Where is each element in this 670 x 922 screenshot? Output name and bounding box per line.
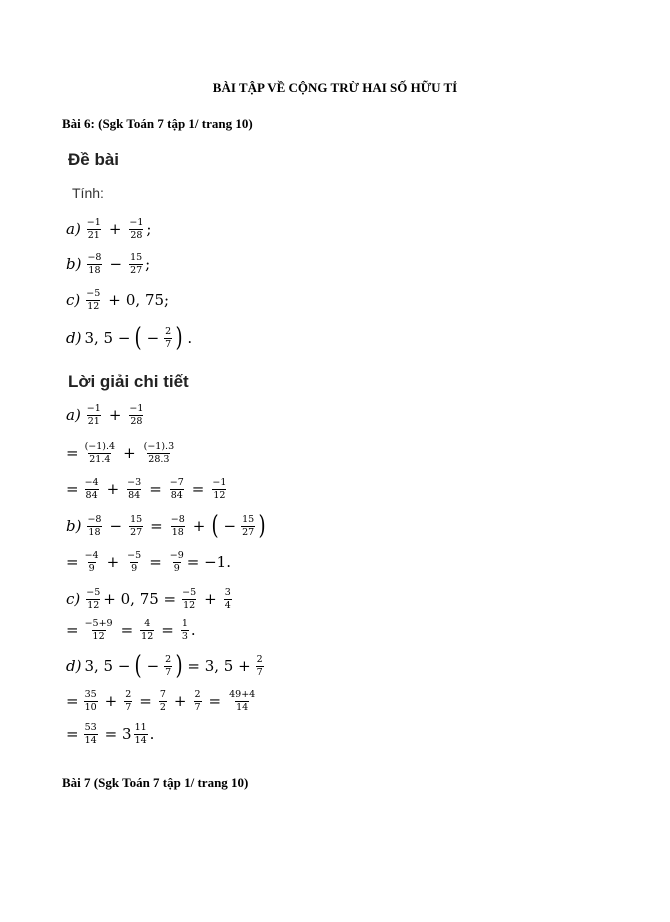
solution-c-line1 [66,582,234,616]
numerator: −8 [170,513,185,525]
numerator: −1 [86,402,101,414]
fraction [84,690,98,713]
fraction [164,327,172,350]
negative-sign: − [146,657,160,675]
fraction [128,218,144,241]
denominator: 18 [88,526,101,538]
fraction [241,515,255,538]
denominator: 12 [183,599,196,611]
numerator: 35 [84,688,97,700]
denominator: 9 [88,562,95,574]
numerator: −8 [87,513,102,525]
equals: = [149,480,162,498]
denominator: 9 [173,562,180,574]
numerator: 2 [194,688,201,700]
operator: + [108,406,122,424]
numerator: −5 [86,287,101,299]
expression-rest: 0, 75; [125,291,170,309]
fraction [256,655,264,678]
numerator: 15 [130,513,143,525]
page-title: BÀI TẬP VỀ CỘNG TRỪ HAI SỐ HỮU TỈ [212,80,458,95]
right-paren: ) [258,511,266,541]
fraction [128,404,144,427]
denominator: 10 [84,701,97,713]
denominator: 14 [84,734,97,746]
operator: + [106,480,120,498]
solution-d-line2 [66,684,258,718]
fraction [194,690,202,713]
numerator: −1 [86,216,101,228]
numerator: 2 [165,653,172,665]
numerator: 2 [165,325,172,337]
numerator: −1 [129,402,144,414]
numerator: −5 [86,586,101,598]
denominator: 21.4 [89,453,111,465]
compute-label: Tính: [72,185,104,201]
denominator: 14 [236,701,249,713]
punct: . [190,621,196,639]
numerator: 15 [130,251,143,263]
fraction [129,253,143,276]
solution-a-line3 [66,472,229,506]
denominator: 7 [256,666,263,678]
mixed-number-whole: = 3 [104,725,132,743]
operator: + [192,517,206,535]
fraction [86,515,102,538]
problem-b [66,247,153,281]
operator: − [109,255,123,273]
denominator: 7 [194,701,201,713]
numerator: 4 [144,617,151,629]
fraction [228,690,256,713]
label: b) [66,517,82,535]
exercise-7-heading: Bài 7 (Sgk Toán 7 tập 1/ trang 10) [62,775,249,790]
punct: ; [145,255,151,273]
denominator: 12 [141,630,154,642]
equals: = [208,692,222,710]
denominator: 9 [131,562,138,574]
numerator: 3 [224,586,231,598]
numerator: −7 [169,476,184,488]
fraction [126,551,142,574]
left-paren: ( [211,511,219,541]
numerator: 11 [134,721,147,733]
denominator: 28 [130,229,143,241]
equals: = [66,553,79,571]
fraction [159,690,167,713]
punct: . [187,329,193,347]
equals: = [139,692,152,710]
denominator: 12 [87,300,100,312]
denominator: 12 [92,630,105,642]
fraction [86,253,102,276]
solution-b-line2 [66,545,234,579]
fraction [169,478,185,501]
numerator: −9 [169,549,184,561]
numerator: 49+4 [229,688,256,700]
operator: + [104,692,118,710]
denominator: 7 [125,701,132,713]
denominator: 21 [87,415,100,427]
denominator: 12 [87,599,100,611]
numerator: −4 [84,549,99,561]
problem-c [66,283,172,317]
problem-d [66,321,195,355]
numerator: 2 [256,653,263,665]
fraction [124,690,132,713]
equals: = [66,692,79,710]
operator: + [123,444,136,462]
label: c) [66,291,81,309]
fraction [140,619,154,642]
equals: = [150,517,163,535]
label: b) [66,255,82,273]
fraction [84,619,114,642]
expression-mid: = 3, 5 + [187,657,251,675]
label: d) [66,329,82,347]
numerator: −8 [87,251,102,263]
numerator: −5 [127,549,142,561]
fraction [86,218,102,241]
numerator: 15 [242,513,255,525]
numerator: (−1).3 [143,440,175,452]
fraction [164,655,172,678]
expression-rest: = −1. [186,553,231,571]
numerator: −5 [182,586,197,598]
exercise-6-heading: Bài 6: (Sgk Toán 7 tập 1/ trang 10) [62,116,253,131]
denominator: 28 [130,415,143,427]
fraction [181,588,197,611]
denominator: 28.3 [148,453,170,465]
expression-lead: 3, 5 − [84,329,131,347]
numerator: 53 [84,721,97,733]
numerator: −1 [129,216,144,228]
solution-d-line3 [66,717,157,751]
fraction [181,619,189,642]
equals: = [191,480,205,498]
fraction [85,588,101,611]
denominator: 84 [128,489,141,501]
solution-a-line2 [66,436,177,470]
denominator: 27 [130,526,143,538]
fraction [84,723,98,746]
equals: = [66,444,79,462]
fraction [224,588,232,611]
numerator: (−1).4 [84,440,116,452]
denominator: 84 [85,489,98,501]
label: c) [66,590,81,608]
equals: = [66,621,79,639]
numerator: −3 [127,476,142,488]
solution-a-line1 [66,398,146,432]
right-paren: ) [175,651,183,681]
problem-heading: Đề bài [68,150,120,169]
denominator: 21 [87,229,100,241]
denominator: 12 [213,489,226,501]
punct: . [149,725,155,743]
denominator: 84 [170,489,183,501]
left-paren: ( [134,651,143,681]
solution-heading: Lời giải chi tiết [68,372,189,391]
equals: = [120,621,134,639]
operator: − [109,517,123,535]
equals: = [149,553,162,571]
numerator: 7 [159,688,166,700]
equals: = [161,621,174,639]
fraction [170,515,186,538]
numerator: −5+9 [84,617,113,629]
fraction [85,289,101,312]
fraction [84,478,100,501]
denominator: 4 [224,599,231,611]
fraction [211,478,227,501]
label: a) [66,406,81,424]
fraction [86,404,102,427]
solution-d-line1 [66,649,266,683]
denominator: 7 [165,666,172,678]
label: d) [66,657,82,675]
expression-mid: + 0, 75 = [103,590,177,608]
denominator: 27 [130,264,143,276]
denominator: 27 [242,526,255,538]
solution-c-line2 [66,613,199,647]
left-paren: ( [134,323,143,353]
fraction [169,551,185,574]
denominator: 18 [88,264,101,276]
fraction [84,551,100,574]
negative-sign: − [223,517,237,535]
fraction [129,515,143,538]
numerator: 2 [125,688,132,700]
denominator: 7 [165,338,172,350]
denominator: 2 [159,701,166,713]
fraction [143,442,175,465]
fraction [84,442,116,465]
problem-a [66,212,154,246]
negative-sign: − [146,329,160,347]
expression-lead: 3, 5 − [84,657,131,675]
numerator: 1 [181,617,188,629]
denominator: 18 [171,526,184,538]
denominator: 14 [134,734,147,746]
solution-b-line1 [66,509,270,543]
denominator: 3 [181,630,188,642]
equals: = [66,480,79,498]
equals: = [66,725,79,743]
operator: + [108,291,121,309]
operator: + [108,220,122,238]
numerator: −1 [212,476,227,488]
punct: ; [146,220,152,238]
fraction [134,723,148,746]
operator: + [173,692,187,710]
label: a) [66,220,81,238]
operator: + [106,553,120,571]
numerator: −4 [84,476,99,488]
operator: + [204,590,217,608]
right-paren: ) [175,323,183,353]
fraction [126,478,142,501]
